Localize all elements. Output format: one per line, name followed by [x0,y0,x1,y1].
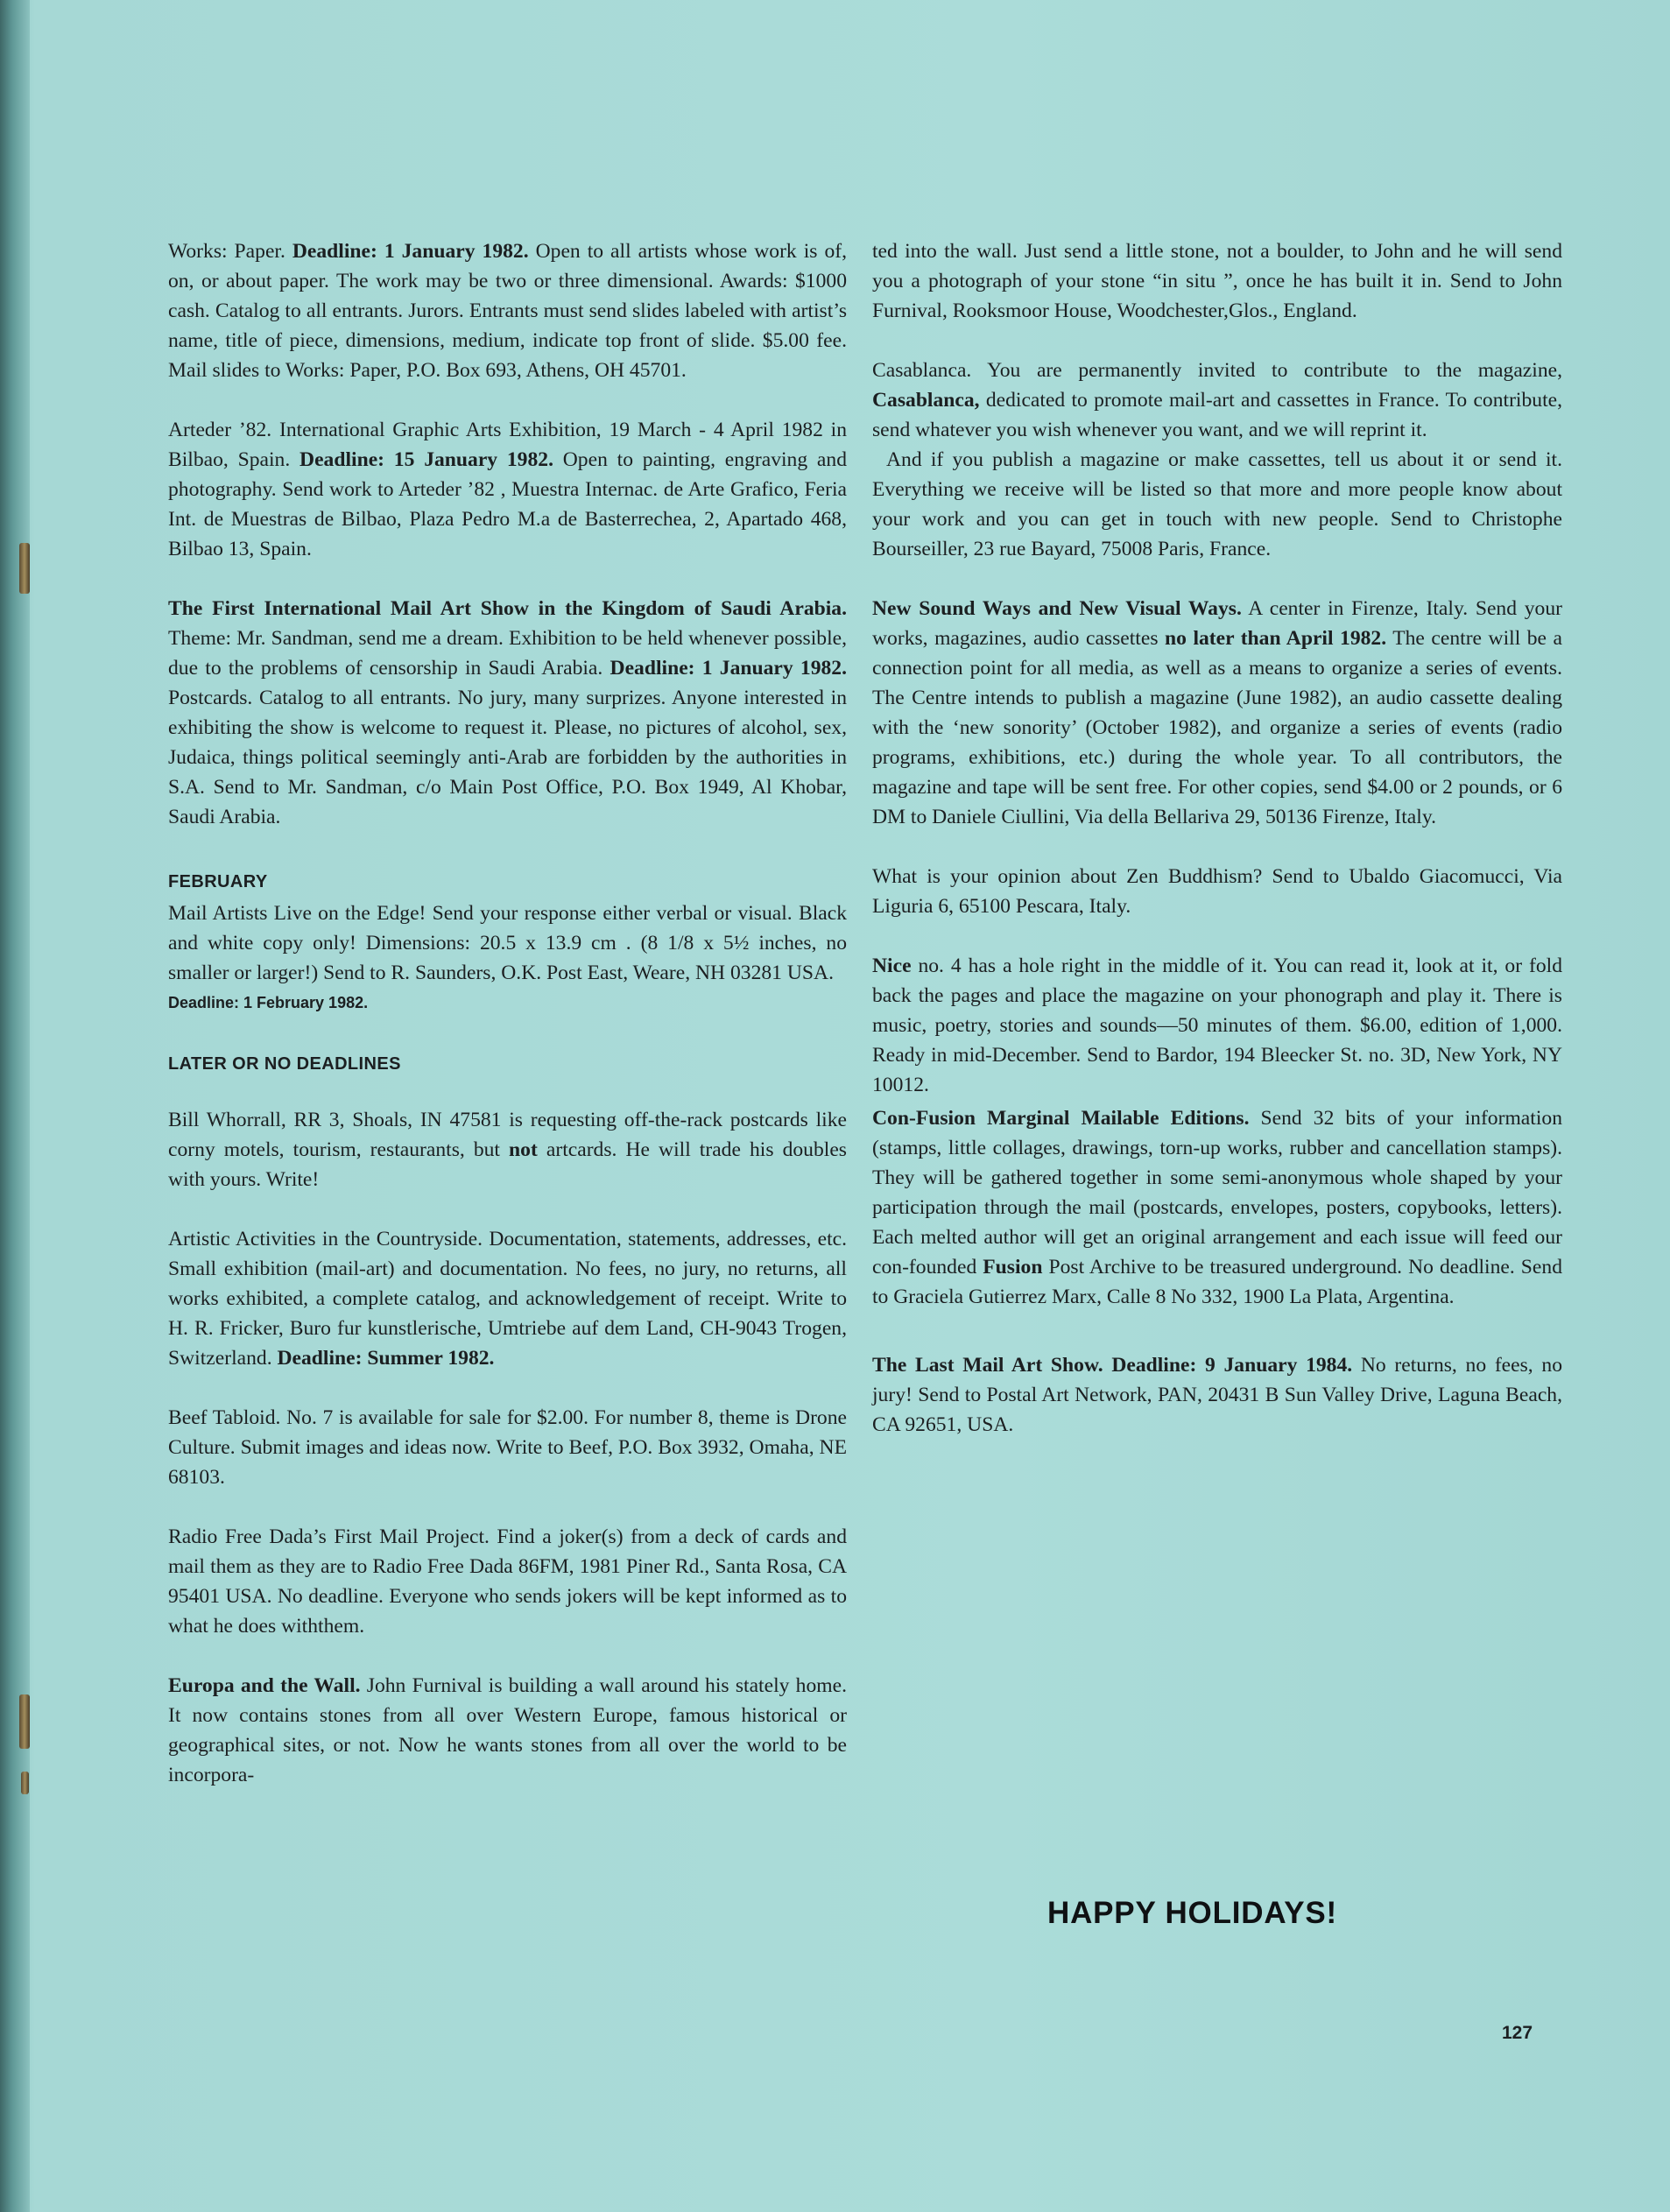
listing-text: Works: Paper. [168,240,292,263]
listing-text: artcards. He will trade his doubles with yours. Write! [168,1138,847,1191]
listing-text: The centre will be a connection point for all media, as well as a means to organize a series of events. The Centre intends to publish a magazine (June 1982), an audio cassette dealing with the ‘new sonority’ (October 1982), and organize a series of events (radio programs, exhibitions, etc.) during the whole year. To all contributors, the magazine and tape will be sent free. For other copies, send $4.00 or 2 pounds, or 6 DM to Daniele Ciullini, Via della Bellariva 29, 50136 Firenze, Italy. [872,627,1562,828]
listing-text: Arteder ’82. International Graphic Arts Exhibition, 19 March - 4 April 1982 in Bilbao, Spain. [168,419,847,471]
section-heading-later: LATER OR NO DEADLINES [168,1054,401,1074]
listing-text: A center in Firenze, Italy. Send your works, magazines, audio cassettes [872,597,1562,650]
listing-text: Open to painting, engraving and photography. Send work to Arteder ’82 , Muestra Internac. de Arte Grafico, Feria Int. de Muestras de Bilbao, Plaza Pedro M.a de Basterrechea, 2, Apartado 468, Bilbao 13, Spain. [168,448,847,560]
listing-title: Con-Fusion Marginal Mailable Editions. [872,1107,1250,1130]
left-column [168,236,847,1820]
listing-deadline: Deadline: 1 January 1982. [292,240,529,263]
section-heading-february: FEBRUARY [168,872,268,891]
listing-text: And if you publish a magazine or make cassettes, tell us about it or send it. Everything we receive will be listed so that more and more people know about your work and you can get in touch with new people. Send to Christophe Bourseiller, 23 rue Bayard, 75008 Paris, France. [872,448,1562,560]
listing-title: New Sound Ways and New Visual Ways. [872,597,1242,620]
listing-text: Post Archive to be treasured underground. No deadline. Send to Graciela Gutierrez Marx, Calle 8 No 332, 1900 La Plata, Argentina. [872,1256,1562,1308]
listing-europa-wall [168,1671,847,1790]
listing-text: What is your opinion about Zen Buddhism? Send to Ubaldo Giacomucci, Via Liguria 6, 65100 Pescara, Italy. [872,865,1562,918]
listing-deadline: Deadline: 9 January 1984. [1111,1354,1353,1377]
listing-text: Mail Artists Live on the Edge! Send your response either verbal or visual. Black and white copy only! Dimensions: 20.5 x 13.9 cm . (8 1/8 x 5½ inches, no smaller or larger!) Send to R. Saunders, O.K. Post East, Weare, NH 03281 USA. [168,902,847,984]
staple [21,1772,29,1794]
staple [19,543,30,594]
page-spine-shadow [0,0,30,2212]
listing-title: The First International Mail Art Show in the Kingdom of Saudi Arabia. [168,597,847,620]
listing-text: Theme: Mr. Sandman, send me a dream. Exhibition to be held whenever possible, due to the problems of censorship in Saudi Arabia. [168,627,847,680]
listing-text [1103,1354,1112,1377]
listing-title: Casablanca, [872,389,980,412]
listing-radio-free-dada [168,1522,847,1641]
listing-arteder [168,415,847,564]
staple [19,1694,30,1749]
listing-text: Beef Tabloid. No. 7 is available for sale for $2.00. For number 8, theme is Drone Culture. Submit images and ideas now. Write to Beef, P.O. Box 3932, Omaha, NE 68103. [168,1406,847,1489]
listing-text: Artistic Activities in the Countryside. Documentation, statements, addresses, etc. Small exhibition (mail-art) and documentation. No fees, no jury, no returns, all works exhibited, a complete catalog, and acknowledgement of receipt. Write to H. R. Fricker, Buro fur kunstlerische, Umtriebe auf dem Land, CH-9043 Trogen, Switzerland. [168,1228,847,1370]
listing-text: Casablanca. You are permanently invited to contribute to the magazine, [872,359,1562,382]
listing-whorrall [168,1105,847,1194]
listing-deadline: Deadline: 1 January 1982. [610,657,847,680]
listing-text: Bill Whorrall, RR 3, Shoals, IN 47581 is requesting off-the-rack postcards like corny motels, tourism, restaurants, but [168,1109,847,1161]
listing-emphasis: not [509,1138,538,1161]
listing-last-mail-art-show [872,1350,1562,1440]
listing-casablanca [872,356,1562,564]
listing-saudi-arabia [168,594,847,832]
listing-new-sound-ways [872,594,1562,832]
listing-text: No returns, no fees, no jury! Send to Postal Art Network, PAN, 20431 B Sun Valley Drive, Laguna Beach, CA 92651, USA. [872,1354,1562,1436]
listing-europa-wall-continued [872,236,1562,326]
listing-con-fusion [872,1103,1562,1312]
listing-text: Send 32 bits of your information (stamps, little collages, drawings, torn-up works, rubber and cancellation stamps). They will be gathered together in some semi-anonymous whole shaped by your participation through the mail (postcards, envelopes, posters, copybooks, letters). Each melted author will get an original arrangement and each issue will feed our con-founded [872,1107,1562,1279]
listing-text: John Furnival is building a wall around his stately home. It now contains stones from all over Western Europe, famous historical or geographical sites, or not. Now he wants stones from all over the world to be incorpora- [168,1674,847,1786]
listing-text: no. 4 has a hole right in the middle of it. You can read it, look at it, or fold back the pages and place the magazine on your phonograph and play it. There is music, poetry, stories and sounds—50 minutes of them. $6.00, edition of 1,000. Ready in mid-December. Send to Bardor, 194 Bleecker St. no. 3D, New York, NY 10012. [872,955,1562,1096]
listing-text: Postcards. Catalog to all entrants. No jury, many surprizes. Anyone interested in exhibiting the show is welcome to request it. Please, no pictures of alcohol, sex, Judaica, things political seemingly anti-Arab are forbidden by the authorities in S.A. Send to Mr. Sandman, c/o Main Post Office, P.O. Box 1949, Al Khobar, Saudi Arabia. [168,687,847,828]
listing-text: dedicated to promote mail-art and cassettes in France. To contribute, send whatever you wish whenever you want, and we will reprint it. [872,389,1562,441]
listing-emphasis: Fusion [983,1256,1043,1279]
listing-nice [872,951,1562,1100]
right-column [872,236,1562,1469]
listing-title: The Last Mail Art Show. [872,1354,1103,1377]
listing-deadline: Deadline: 15 January 1982. [299,448,553,471]
listing-text: ted into the wall. Just send a little stone, not a boulder, to John and he will send you a photograph of your stone “in situ ”, once he has built it in. Send to John Furnival, Rooksmoor House, Woodchester,Glos., England. [872,240,1562,322]
listing-title: Nice [872,955,912,977]
listing-deadline: no later than April 1982. [1165,627,1387,650]
page-number: 127 [1502,2023,1533,2043]
listing-text: Open to all artists whose work is of, on, or about paper. The work may be two or three dimensional. Awards: $1000 cash. Catalog to all entrants. Jurors. Entrants must send slides labeled with artist’s name, title of piece, dimensions, medium, indicate top front of slide. $5.00 fee. Mail slides to Works: Paper, P.O. Box 693, Athens, OH 45701. [168,240,847,382]
listing-works-paper [168,236,847,385]
listing-countryside [168,1224,847,1373]
listing-deadline: Deadline: 1 February 1982. [168,994,369,1011]
listing-zen-buddhism [872,862,1562,921]
listing-text: Radio Free Dada’s First Mail Project. Find a joker(s) from a deck of cards and mail them as they are to Radio Free Dada 86FM, 1981 Piner Rd., Santa Rosa, CA 95401 USA. No deadline. Everyone who sends jokers will be kept informed as to what he does withthem. [168,1525,847,1638]
listing-beef-tabloid [168,1403,847,1492]
closing-greeting: HAPPY HOLIDAYS! [1047,1896,1337,1930]
listing-live-on-the-edge [168,898,847,1018]
listing-deadline: Deadline: Summer 1982. [277,1347,495,1370]
listing-title: Europa and the Wall. [168,1674,361,1697]
